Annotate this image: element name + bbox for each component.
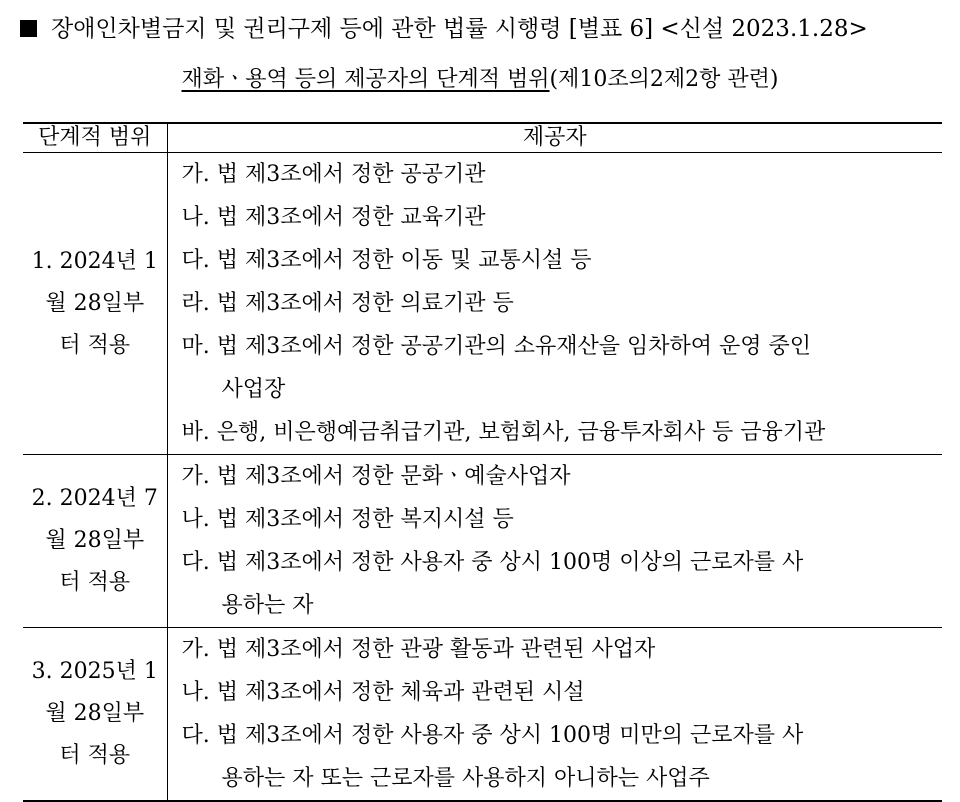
- provider-item-text: 나. 법 제3조에서 정한 체육과 관련된 시설: [181, 680, 585, 705]
- provider-item-continuation: 용하는 자: [221, 593, 314, 618]
- header-provider: 제공자: [167, 123, 942, 153]
- provider-item: [182, 455, 943, 498]
- provider-item-text: 가. 법 제3조에서 정한 공공기관: [181, 162, 486, 187]
- provider-stage-table: [23, 122, 942, 802]
- provider-item-text: 라. 법 제3조에서 정한 의료기관 등: [181, 291, 514, 316]
- provider-item: [182, 498, 943, 541]
- provider-item-text: 가. 법 제3조에서 정한 관광 활동과 관련된 사업자: [181, 637, 656, 662]
- provider-item-text: 다. 법 제3조에서 정한 이동 및 교통시설 등: [181, 248, 592, 273]
- stage-period-line: 2. 2024년 7: [31, 486, 158, 511]
- provider-item: [182, 671, 943, 714]
- provider-item: [182, 282, 943, 325]
- document-heading: [20, 14, 950, 44]
- stage-provider-cell: [167, 153, 942, 455]
- provider-item-text: 마. 법 제3조에서 정한 공공기관의 소유재산을 임차하여 운영 중인: [181, 334, 811, 359]
- table-row: [23, 153, 942, 455]
- stage-period-line: 월 28일부: [45, 701, 145, 726]
- header-stage-scope: 단계적 범위: [23, 123, 167, 153]
- provider-item: [182, 239, 943, 282]
- stage-period-cell: [23, 628, 167, 802]
- table-row: [23, 628, 942, 802]
- stage-provider-cell: [167, 455, 942, 628]
- provider-item-text: 바. 은행, 비은행예금취급기관, 보험회사, 금융투자회사 등 금융기관: [181, 420, 826, 445]
- stage-period-line: 월 28일부: [45, 290, 145, 316]
- provider-item: [182, 196, 943, 239]
- provider-item-text: 나. 법 제3조에서 정한 복지시설 등: [181, 507, 514, 532]
- provider-item-text: 다. 법 제3조에서 정한 사용자 중 상시 100명 이상의 근로자를 사: [181, 550, 804, 575]
- provider-item: [182, 714, 943, 800]
- stage-period-line: 터 적용: [59, 743, 131, 768]
- provider-item: [182, 153, 943, 196]
- provider-item-text: 다. 법 제3조에서 정한 사용자 중 상시 100명 미만의 근로자를 사: [181, 723, 804, 748]
- subheading-note: (제10조의2제2항 관련): [549, 67, 779, 92]
- stage-period-line: 월 28일부: [45, 528, 145, 553]
- stage-period-line: 터 적용: [59, 332, 131, 358]
- subheading-main: 재화ㆍ용역 등의 제공자의 단계적 범위: [181, 67, 550, 92]
- table-subheading: [0, 65, 960, 95]
- stage-provider-cell: [167, 628, 942, 802]
- stage-period-line: 1. 2024년 1: [31, 248, 158, 274]
- black-square-icon: [20, 20, 37, 37]
- provider-item: [182, 541, 943, 627]
- stage-period-cell: [23, 153, 167, 455]
- provider-item: [182, 628, 943, 671]
- provider-item-text: 나. 법 제3조에서 정한 교육기관: [181, 205, 486, 230]
- heading-text: 장애인차별금지 및 권리구제 등에 관한 법률 시행령 [별표 6] <신설 2023.1.28>: [51, 16, 868, 42]
- provider-item-continuation: 용하는 자 또는 근로자를 사용하지 아니하는 사업주: [221, 766, 710, 791]
- provider-item-continuation: 사업장: [221, 377, 286, 402]
- stage-period-line: 3. 2025년 1: [31, 659, 158, 684]
- provider-item: [182, 411, 943, 454]
- stage-period-line: 터 적용: [59, 570, 131, 595]
- table-row: [23, 455, 942, 628]
- provider-item-text: 가. 법 제3조에서 정한 문화ㆍ예술사업자: [181, 464, 571, 489]
- stage-period-cell: [23, 455, 167, 628]
- table-header-row: [23, 123, 942, 153]
- provider-item: [182, 325, 943, 411]
